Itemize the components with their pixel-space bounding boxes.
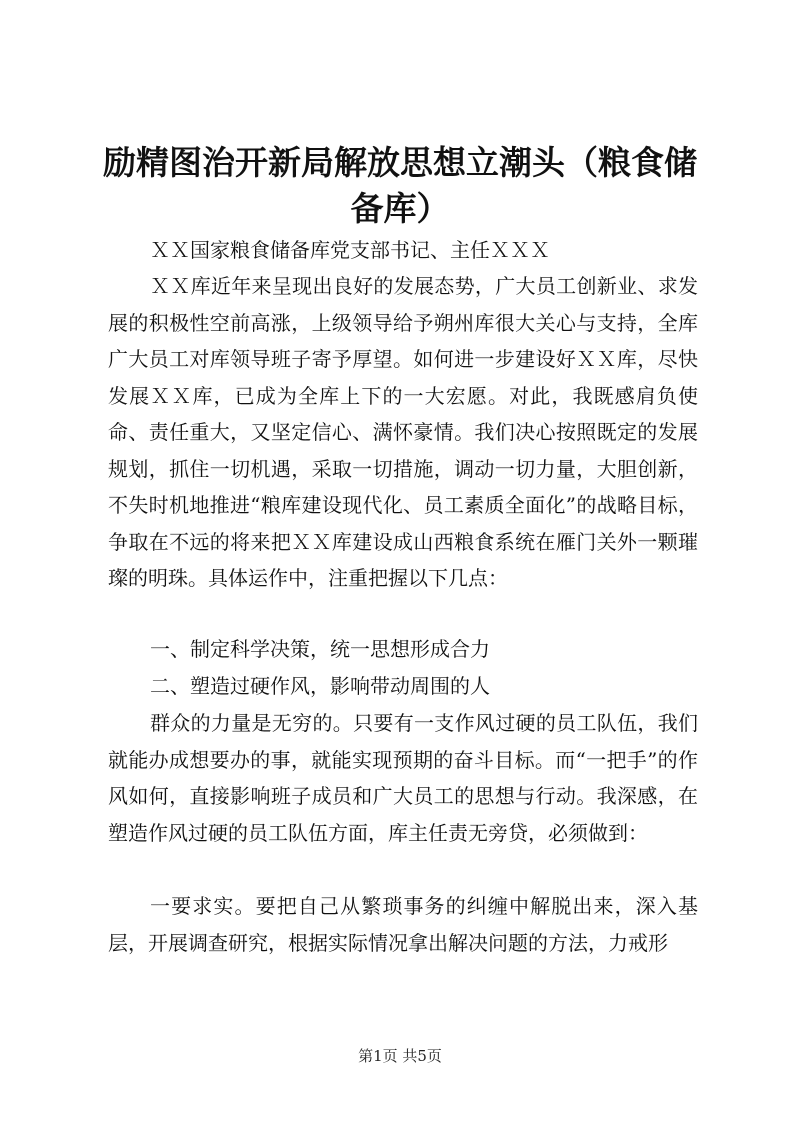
paragraph-practical: 一要求实。要把自己从繁琐事务的纠缠中解脱出来，深入基层，开展调查研究，根据实际情况拿出解决问题的方法，力戒形 (108, 894, 698, 955)
document-title: 励精图治开新局解放思想立潮头（粮食储备库） (103, 143, 697, 228)
paragraph-team-style: 群众的力量是无穷的。只要有一支作风过硬的员工队伍，我们就能办成想要办的事，就能实现预期的奋斗目标。而“一把手”的作风如何，直接影响班子成员和广大员工的思想与行动。我深感，在塑造作风过硬的员工队伍方面，库主任责无旁贷，必须做到： (108, 711, 698, 845)
section-heading-1: 一、制定科学决策，统一思想形成合力 (150, 637, 490, 661)
section-heading-2: 二、塑造过硬作风，影响带动周围的人 (150, 674, 490, 698)
paragraph-intro: ＸＸ库近年来呈现出良好的发展态势，广大员工创新业、求发展的积极性空前高涨，上级领导给予朔州库很大关心与支持，全库广大员工对库领导班子寄予厚望。如何进一步建设好ＸＸ库，尽快发展ＸＸ库，已成为全库上下的一大宏愿。对此，我既感肩负使命、责任重大，又坚定信心、满怀豪情。我们决心按照既定的发展规划，抓住一切机遇，采取一切措施，调动一切力量，大胆创新，不失时机地推进“粮库建设现代化、员工素质全面化”的战略目标，争取在不远的将来把ＸＸ库建设成山西粮食系统在雁门关外一颗璀璨的明珠。具体运作中，注重把握以下几点： (108, 274, 698, 590)
author-line: ＸＸ国家粮食储备库党支部书记、主任ＸＸＸ (150, 238, 550, 262)
page-footer: 第1页 共5页 (358, 1047, 442, 1065)
